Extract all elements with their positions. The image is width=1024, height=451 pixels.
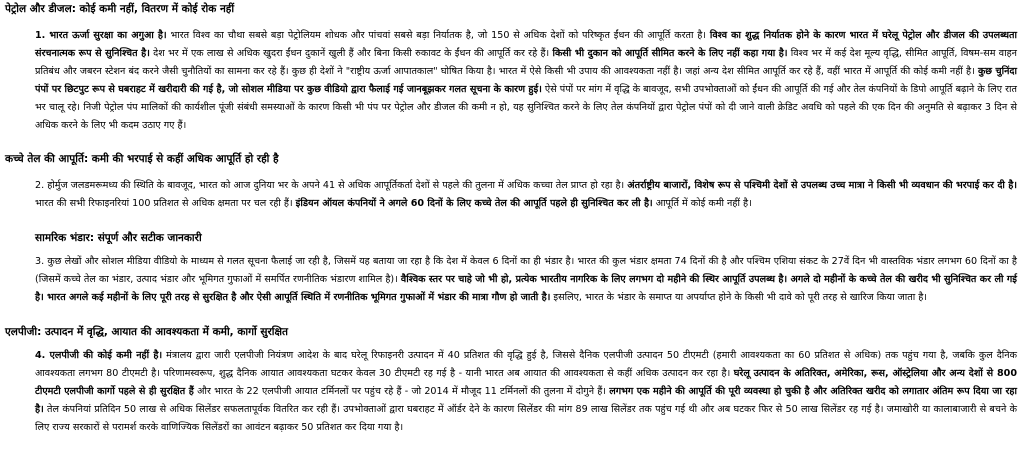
text-segment: आपूर्ति में कोई कमी नहीं है। (652, 198, 752, 209)
paragraph-3 (35, 253, 1017, 307)
bold-text-segment: अंतर्राष्ट्रीय बाजारों, विशेष रूप से पश्चिमी देशों से उपलब्ध उच्च मात्रा ने किसी भी व्यवधान की भरपाई कर दी है। (627, 180, 1017, 191)
heading-lpg: एलपीजी: उत्पादन में वृद्धि, आयात की आवश्यकता में कमी, कार्गो सुरक्षित (5, 326, 289, 338)
bold-text-segment: विश्व का शुद्ध निर्यातक होने के कारण भारत में घरेलू पेट्रोल और डीजल की उपलब्धता संरचनात्मक रूप से सुनिश्चित है। (35, 30, 1017, 59)
text-segment: ऐसे पंपों पर मांग में वृद्धि के बावजूद, सभी उपभोक्ताओं को ईंधन की आपूर्ति की गई और तेल कंपनियों के डिपो आपूर्ति बढ़ाने के लिए रात भर चालू रहे। निजी पेट्रोल पंप मालिकों की कार्यशील पूंजी संबंधी समस्याओं के कारण किसी भी पंप पर पेट्रोल और डीजल की कमी न हो, यह सुनिश्चित करने के लिए तेल कंपनियों द्वारा पेट्रोल पंपों को दी जाने वाली क्रेडिट अवधि को पहले की एक दिन की अनुमति से बढ़ाकर 3 दिन से अधिक करने के लिए भी कदम उठाए गए हैं। (35, 84, 1017, 131)
heading-crude-oil: कच्चे तेल की आपूर्ति: कमी की भरपाई से कहीं अधिक आपूर्ति हो रही है (5, 153, 279, 165)
text-segment: भारत विश्व का चौथा सबसे बड़ा पेट्रोलियम शोधक और पांचवां सबसे बड़ा निर्यातक है, जो 150 से अधिक देशों को परिष्कृत ईंधन की आपूर्ति करता है। (166, 30, 710, 41)
bold-text-segment: कुछ चुनिंदा पंपों पर छिटपुट रूप से घबराहट में खरीदारी की गई है, जो सोशल मीडिया पर कुछ वीडियो द्वारा फैलाई गई जानबूझकर गलत सूचना के कारण हुई। (35, 66, 1017, 95)
bold-text-segment: वैश्विक स्तर पर चाहे जो भी हो, प्रत्येक भारतीय नागरिक के लिए लगभग दो महीने की स्थिर आपूर्ति उपलब्ध है। अगले दो महीनों के कच्चे तेल की खरीद भी सुनिश्चित कर ली गई है। भारत अगले कई महीनों के लिए पूरी तरह से सुरक्षित है और ऐसी आपूर्ति स्थिति में रणनीतिक भूमिगत गुफाओं में भंडार की मात्रा गौण हो जाती है। (35, 274, 1017, 303)
text-segment: तेल कंपनियां प्रतिदिन 50 लाख से अधिक सिलेंडर सफलतापूर्वक वितरित कर रही हैं। उपभोक्ताओं द्वारा घबराहट में ऑर्डर देने के कारण सिलेंडर की मांग 89 लाख सिलेंडर तक पहुंच गई थी और अब घटकर फिर से 50 लाख सिलेंडर रह गई है। जमाखोरी या कालाबाजारी से बचने के लिए राज्य सरकारों से परामर्श करके वाणिज्यिक सिलेंडरों का आवंटन बढ़ाकर 50 प्रतिशत कर दिया गया है। (35, 404, 1017, 433)
bold-text-segment: इंडियन ऑयल कंपनियों ने अगले 60 दिनों के लिए कच्चे तेल की आपूर्ति पहले ही सुनिश्चित कर ली है। (295, 198, 653, 209)
text-segment: भारत की सभी रिफाइनरियां 100 प्रतिशत से अधिक क्षमता पर चल रही हैं। (35, 198, 296, 209)
text-segment: और भारत के 22 एलपीजी आयात टर्मिनलों पर पहुंच रहे हैं - जो 2014 में मौजूद 11 टर्मिनलों की तुलना में दोगुने हैं। (193, 386, 610, 397)
paragraph-1 (35, 27, 1017, 135)
bold-text-segment: किसी भी दुकान को आपूर्ति सीमित करने के लिए नहीं कहा गया है। (552, 48, 788, 59)
bold-text-segment: घरेलू उत्पादन के अतिरिक्त, अमेरिका, रूस, ऑस्ट्रेलिया और अन्य देशों से 800 टीएमटी एलपीजी कार्गो पहले से ही सुरक्षित हैं (35, 368, 1018, 397)
paragraph-2 (35, 177, 1017, 213)
text-segment: देश भर में एक लाख से अधिक खुदरा ईंधन दुकानें खुली हैं और बिना किसी रुकावट के ईंधन की आपूर्ति कर रहे हैं। (149, 48, 553, 59)
text-segment: इसलिए, भारत के भंडार के समाप्त या अपर्याप्त होने के किसी भी दावे को पूरी तरह से खारिज किया जाता है। (550, 292, 927, 303)
text-segment: 2. होर्मुज जलडमरूमध्य की स्थिति के बावजूद, भारत को आज दुनिया भर के अपने 41 से अधिक आपूर्तिकर्ता देशों से पहले की तुलना में अधिक कच्चा तेल प्राप्त हो रहा है। (35, 180, 628, 191)
heading-petrol-diesel: पेट्रोल और डीजल: कोई कमी नहीं, वितरण में कोई रोक नहीं (5, 3, 235, 15)
paragraph-4 (35, 347, 1017, 437)
text-segment: विश्व भर में कई देश मूल्य वृद्धि, सीमित आपूर्ति, विषम-सम वाहन प्रतिबंध और जबरन स्टेशन बंद करने जैसी चुनौतियों का सामना कर रहे हैं। कुछ ही देशों ने "राष्ट्रीय ऊर्जा आपातकाल" घोषित किया है। भारत में ऐसे किसी भी उपाय की आवश्यकता नहीं है। जहां अन्य देश सीमित आपूर्ति कर रहे हैं, वहीं भारत में आपूर्ति की कोई कमी नहीं है। (35, 48, 1017, 77)
bold-text-segment: लगभग एक महीने की आपूर्ति की पूरी व्यवस्था हो चुकी है और अतिरिक्त खरीद को लगातार अंतिम रूप दिया जा रहा है। (35, 386, 1017, 415)
bold-text-segment: 1. भारत ऊर्जा सुरक्षा का अगुआ है। (35, 30, 167, 41)
subheading-strategic-reserves: सामरिक भंडार: संपूर्ण और सटीक जानकारी (35, 232, 202, 244)
bold-text-segment: 4. एलपीजी की कोई कमी नहीं है। (35, 350, 163, 361)
text-segment: 3. कुछ लेखों और सोशल मीडिया वीडियो के माध्यम से गलत सूचना फैलाई जा रही है, जिसमें यह बताया जा रहा है कि देश में केवल 6 दिनों का ही भंडार है। भारत की कुल भंडार क्षमता 74 दिनों की है और पश्चिम एशिया संकट के 27वें दिन भी वास्तविक भंडार लगभग 60 दिनों का है (जिसमें कच्चे तेल का भंडार, उत्पाद भंडार और भूमिगत गुफाओं में समर्पित रणनीतिक भंडारण शामिल है)। (35, 256, 1017, 285)
text-segment: मंत्रालय द्वारा जारी एलपीजी नियंत्रण आदेश के बाद घरेलू रिफाइनरी उत्पादन में 40 प्रतिशत की वृद्धि हुई है, जिससे दैनिक एलपीजी उत्पादन 50 टीएमटी (हमारी आवश्यकता का 60 प्रतिशत से अधिक) तक पहुंच गया है, जबकि कुल दैनिक आवश्यकता लगभग 80 टीएमटी है। परिणामस्वरूप, शुद्ध दैनिक आयात आवश्यकता घटकर केवल 30 टीएमटी रह गई है - यानी भारत अब आयात की आवश्यकता से कहीं अधिक उत्पादन कर रहा है। (35, 350, 1017, 379)
